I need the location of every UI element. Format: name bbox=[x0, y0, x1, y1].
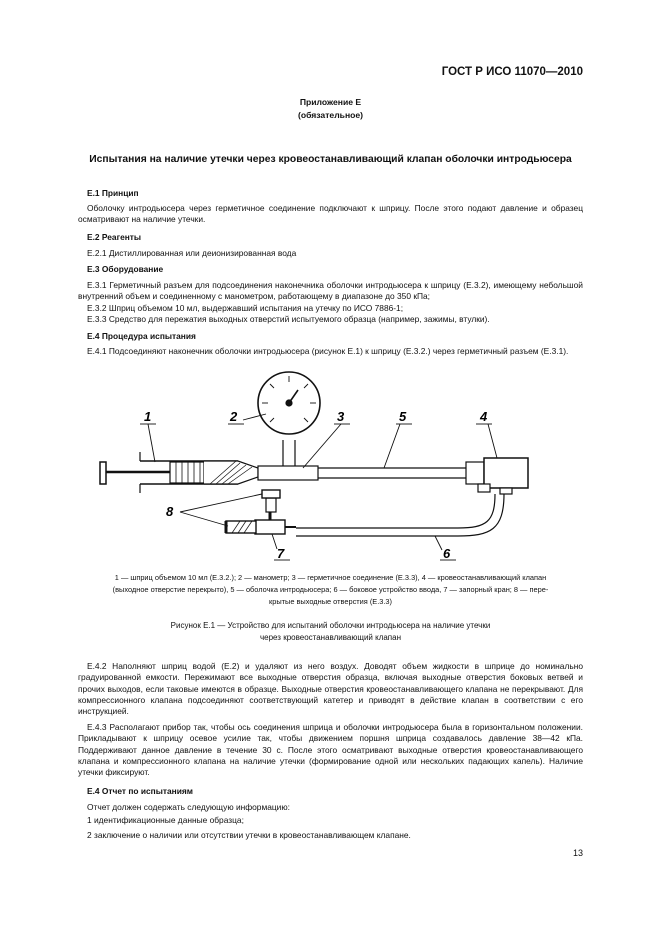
figure-legend-line-1: 1 — шприц объемом 10 мл (Е.3.2.); 2 — манометр; 3 — герметичное соединение (Е.3.3), 4 — кровеостанавливающий клапан bbox=[114, 573, 547, 582]
plunger-seal bbox=[170, 462, 204, 483]
side-tube bbox=[296, 494, 495, 528]
paragraph-e4-2: Е.4.2 Наполняют шприц водой (Е.2) и удаляют из него воздух. Доводят объем жидкости в шприце до номинально градуированной емкости. Пережимают все выходные отверстия образца, включая выходные отверстия боковых ветвей и прочих выходов, если таковые имеются в образце. Выходные отверстия кровеостанавливающего клапана не перекрывают. Для компрессионного клапана подсоединяют соответствующий катетер и приводят в действие клапан в соответствии с его инструкцией. bbox=[78, 661, 583, 717]
pressure-gauge bbox=[258, 372, 320, 434]
figure-label-7: 7 bbox=[277, 546, 285, 561]
paragraph-e3-2: Е.3.2 Шприц объемом 10 мл, выдержавший испытания на утечку по ИСО 7886-1; bbox=[87, 303, 404, 313]
gauge-needle bbox=[289, 390, 298, 403]
stopcock-7 bbox=[255, 520, 285, 534]
plunger-handle bbox=[100, 462, 106, 484]
figure-label-6: 6 bbox=[443, 546, 451, 561]
figure-label-8: 8 bbox=[166, 504, 174, 519]
figure-label-1: 1 bbox=[144, 409, 152, 424]
figure-label-5: 5 bbox=[399, 409, 407, 424]
report-item-1: 1 идентификационные данные образца; bbox=[87, 815, 244, 825]
heading-e4: Е.4 Процедура испытания bbox=[87, 331, 196, 341]
annex-status: (обязательное) bbox=[297, 110, 364, 120]
annex-title: Приложение Е bbox=[299, 97, 362, 107]
page-number: 13 bbox=[572, 848, 583, 858]
heading-e3: Е.3 Оборудование bbox=[87, 264, 164, 274]
paragraph-e3-1: Е.3.1 Герметичный разъем для подсоединения наконечника оболочки интродьюсера к шприцу (Е.3.2), имеющему небольшой внутренний объем и соединенному с манометром, работающему в диапазоне до 350 кПа; bbox=[78, 280, 583, 302]
heading-report: Е.4 Отчет по испытаниям bbox=[87, 786, 193, 796]
report-intro: Отчет должен содержать следующую информацию: bbox=[87, 802, 290, 812]
paragraph-e4-1: Е.4.1 Подсоединяют наконечник оболочки интродьюсера (рисунок Е.1) к шприцу (Е.3.2.) через герметичный разъем (Е.3.1). bbox=[87, 346, 569, 356]
connector-3 bbox=[258, 466, 318, 480]
figure-caption-line-2: через кровеостанавливающий клапан bbox=[259, 633, 402, 642]
paragraph-e3-3: Е.3.3 Средство для пережатия выходных отверстий испытуемого образца (например, зажимы, втулки). bbox=[87, 314, 490, 324]
syringe-tip bbox=[204, 461, 258, 484]
paragraph-e1: Оболочку интродьюсера через герметичное соединение подключают к шприцу. После этого подают давление и образец осматривают на наличие утечки. bbox=[78, 203, 583, 225]
figure-legend-line-3: крытые выходные отверстия (Е.3.3) bbox=[268, 597, 393, 606]
figure-label-4: 4 bbox=[480, 409, 488, 424]
report-item-2: 2 заключение о наличии или отсутствии утечки в кровеостанавливающем клапане. bbox=[87, 830, 411, 840]
heading-e2: Е.2 Реагенты bbox=[87, 232, 142, 242]
paragraph-e2-1: Е.2.1 Дистиллированная или деионизированная вода bbox=[87, 248, 297, 258]
paragraph-e4-3: Е.4.3 Располагают прибор так, чтобы ось соединения шприца и оболочки интродьюсера была в горизонтальном положении. Прикладывают к шприцу осевое усилие так, чтобы движением поршня шприца создавалось давление 38—42 кПа. Поддерживают данное давление в течение 30 с. После этого осматривают выходные отверстия кровеостанавливающего клапана и компрессионного клапана на наличие утечки (формирование одной или нескольких падающих капель). Наличие утечки фиксируют. bbox=[78, 722, 583, 778]
standard-header: ГОСТ Р ИСО 11070—2010 bbox=[441, 66, 583, 78]
heading-e1: Е.1 Принцип bbox=[87, 188, 139, 198]
figure-label-2: 2 bbox=[230, 409, 238, 424]
figure-label-3: 3 bbox=[337, 409, 345, 424]
figure-caption-line-1: Рисунок Е.1 — Устройство для испытаний оболочки интродьюсера на наличие утечки bbox=[170, 621, 491, 630]
figure-legend-line-2: (выходное отверстие перекрыто), 5 — оболочка интродьюсера; 6 — боковое устройство ввода, 7 — запорный кран; 8 — пере- bbox=[112, 585, 549, 594]
section-title: Испытания на наличие утечки через кровеостанавливающий клапан оболочки интродьюсера bbox=[89, 154, 572, 165]
hemostatic-valve bbox=[466, 462, 484, 484]
